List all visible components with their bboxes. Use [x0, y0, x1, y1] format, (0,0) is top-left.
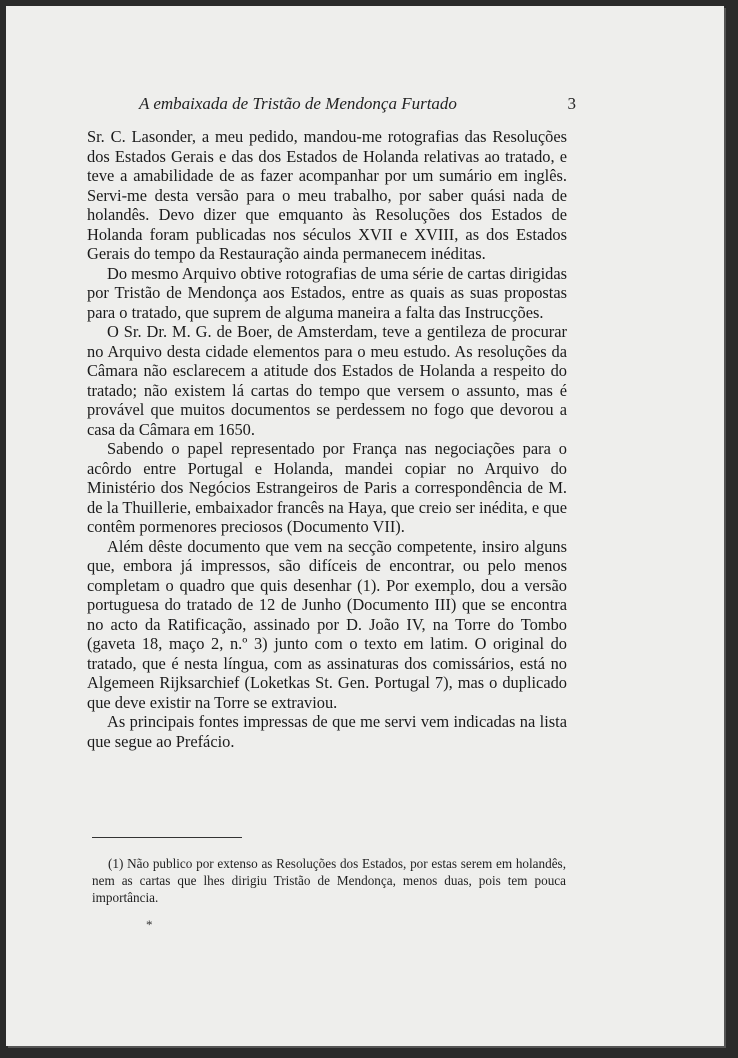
signature-mark: *	[146, 917, 153, 932]
paragraph: O Sr. Dr. M. G. de Boer, de Amsterdam, teve a gentileza de procurar no Arquivo desta cidade elementos para o meu estudo. As resoluções da Câmara não esclarecem a atitude dos Estados de Holanda a respeito do tratado; não existem lá cartas do tempo que versem o assunto, mas é provável que muitos documentos se perdessem no fogo que devorou a casa da Câmara em 1650.	[87, 322, 567, 439]
running-header	[139, 94, 576, 114]
paragraph: As principais fontes impressas de que me servi vem indicadas na lista que segue ao Prefácio.	[87, 712, 567, 751]
paragraph: Sabendo o papel representado por França nas negociações para o acôrdo entre Portugal e Holanda, mandei copiar no Arquivo do Ministério dos Negócios Estrangeiros de Paris a correspondência de M. de la Thuillerie, embaixador francês na Haya, que creio ser inédita, e que contêm pormenores preciosos (Documento VII).	[87, 439, 567, 536]
footnote: (1) Não publico por extenso as Resoluções dos Estados, por estas serem em holandês, nem as cartas que lhes dirigiu Tristão de Mendonça, menos duas, pois tem pouca importância.	[92, 856, 566, 905]
body-text	[87, 127, 567, 751]
paragraph: Sr. C. Lasonder, a meu pedido, mandou-me rotografias das Resoluções dos Estados Gerais e das dos Estados de Holanda relativas ao tratado, e teve a amabilidade de as fazer acompanhar por um sumário em inglês. Servi-me desta versão para o meu trabalho, por saber quási nada de holandês. Devo dizer que emquanto às Resoluções dos Estados de Holanda foram publicadas nos séculos XVII e XVIII, as dos Estados Gerais do tempo da Restauração ainda permanecem inéditas.	[87, 127, 567, 263]
paragraph: Do mesmo Arquivo obtive rotografias de uma série de cartas dirigidas por Tristão de Mendonça aos Estados, entre as quais as suas propostas para o tratado, que suprem de alguma maneira a falta das Instrucções.	[87, 263, 567, 322]
paragraph: Além dêste documento que vem na secção competente, insiro alguns que, embora já impressos, são difíceis de encontrar, ou pelo menos completam o quadro que quis desenhar (1). Por exemplo, dou a versão portuguesa do tratado de 12 de Junho (Documento III) que se encontra no acto da Ratificação, assinado por D. João IV, na Torre do Tombo (gaveta 18, maço 2, n.º 3) junto com o texto em latim. O original do tratado, que é nesta língua, com as assinaturas dos comissários, está no Algemeen Rijksarchief (Loketkas St. Gen. Portugal 7), mas o duplicado que deve existir na Torre se extraviou.	[87, 536, 567, 712]
running-title: A embaixada de Tristão de Mendonça Furtado	[139, 94, 457, 113]
page-number: 3	[567, 94, 576, 113]
footnote-rule	[92, 837, 242, 838]
